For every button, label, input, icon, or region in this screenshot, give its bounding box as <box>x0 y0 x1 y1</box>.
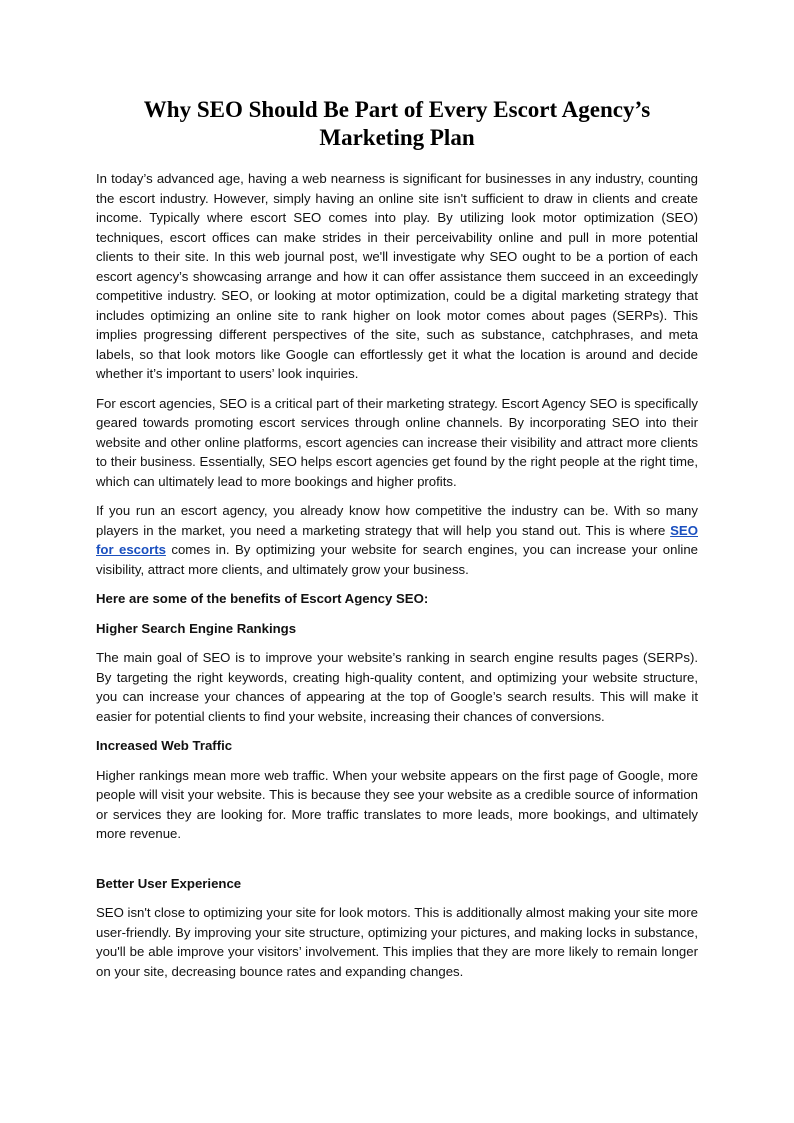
competitive-paragraph <box>96 501 698 579</box>
competitive-text-after: comes in. By optimizing your website for search engines, you can increase your online visibility, attract more clients, and ultimately grow your business. <box>96 542 698 577</box>
section-heading-user-experience: Better User Experience <box>96 875 242 891</box>
section-heading-rankings: Higher Search Engine Rankings <box>96 620 297 636</box>
intro-paragraph: In today’s advanced age, having a web nearness is significant for businesses in any industry, counting the escort industry. However, simply having an online site isn't sufficient to draw in clients and create income. Typically where escort SEO comes into play. By utilizing look motor optimization (SEO) techniques, escort offices can make strides in their perceivability online and pull in more potential clients to their site. In this web journal post, we'll investigate why SEO ought to be a portion of each escort agency’s showcasing arrange and how it can offer assistance them succeed in an exceedingly competitive industry. SEO, or looking at motor optimization, could be a digital marketing strategy that includes optimizing an online site to rank higher on look motor comes about pages (SERPs). This implies progressing different perspectives of the site, such as substance, catchphrases, and meta labels, so that look motors like Google can effortlessly get it what the location is around and decide whether it’s important to users’ look inquiries. <box>96 171 698 381</box>
section-spacer <box>96 854 698 874</box>
section-heading-traffic: Increased Web Traffic <box>96 738 233 753</box>
section-body-user-experience: SEO isn't close to optimizing your site for look motors. This is additionally almost making your site more user-friendly. By improving your site structure, optimizing your pictures, and making locks in substance, you'll be able improve your visitors’ involvement. This implies that they are more likely to remain longer on your site, decreasing bounce rates and expanding changes. <box>96 905 698 979</box>
section-body-traffic: Higher rankings mean more web traffic. When your website appears on the first page of Google, more people will visit your website. This is because they see your website as a credible source of information or services they are looking for. More traffic translates to more leads, more bookings, and ultimately more revenue. <box>96 767 698 841</box>
benefits-heading: Here are some of the benefits of Escort Agency SEO: <box>96 591 429 606</box>
seo-for-escorts-link[interactable]: SEO for escorts <box>96 522 698 557</box>
section-body-rankings: The main goal of SEO is to improve your website’s ranking in search engine results pages (SERPs). By targeting the right keywords, creating high-quality content, and optimizing your website structure, you can increase your chances of appearing at the top of Google’s search results. This will make it easier for potential clients to find your website, increasing their chances of conversions. <box>96 650 698 724</box>
competitive-text-before: If you run an escort agency, you already know how competitive the industry can be. With so many players in the market, you need a marketing strategy that will help you stand out. This is where <box>96 503 698 538</box>
agencies-paragraph: For escort agencies, SEO is a critical part of their marketing strategy. Escort Agency SEO is specifically geared towards promoting escort services through online channels. By incorporating SEO into their website and other online platforms, escort agencies can increase their visibility and attract more clients to their business. Essentially, SEO helps escort agencies get found by the right people at the right time, which can ultimately lead to more bookings and higher profits. <box>96 395 698 489</box>
document-title: Why SEO Should Be Part of Every Escort Agency’s Marketing Plan <box>143 97 651 150</box>
